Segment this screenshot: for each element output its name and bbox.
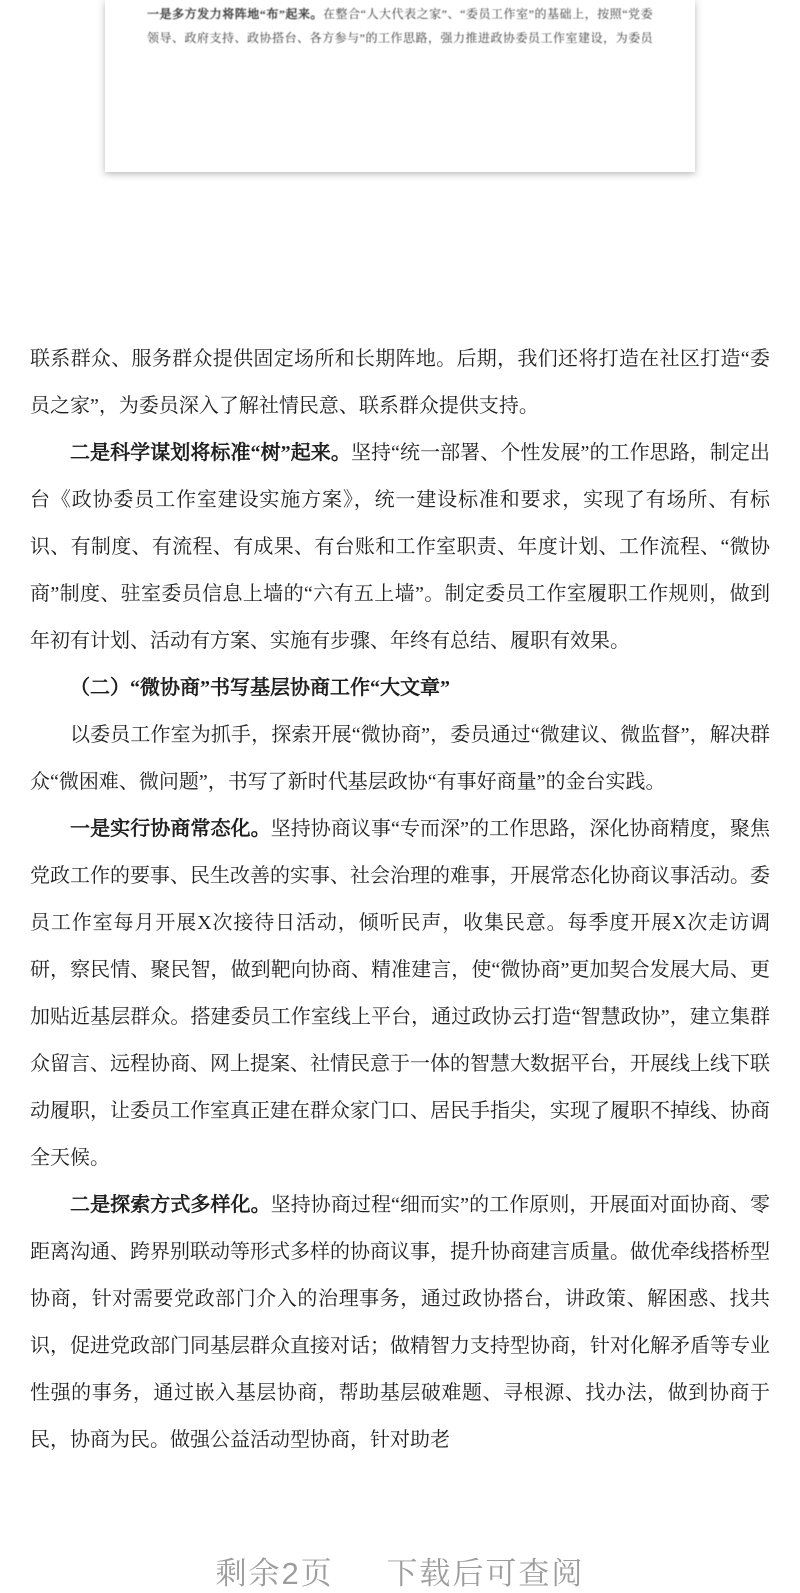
- paragraph-normalized-body: 坚持协商议事“专而深”的工作思路，深化协商精度，聚焦党政工作的要事、民生改善的实事、社会治理的难事，开展常态化协商议事活动。委员工作室每月开展X次接待日活动，倾听民声，收集民意。每季度开展X次走访调研，察民情、聚民智，做到靶向协商、精准建言，使“微协商”更加契合发展大局、更加贴近基层群众。搭建委员工作室线上平台，通过政协云打造“智慧政协”，建立集群众留言、远程协商、网上提案、社情民意于一体的智慧大数据平台，开展线上线下联动履职，让委员工作室真正建在群众家门口、居民手指尖，实现了履职不掉线、协商全天候。: [30, 818, 770, 1169]
- paragraph-standards: [30, 430, 770, 665]
- download-hint-text: 下载后可查阅: [386, 1556, 585, 1591]
- paragraph-intro-micro-consultation: 以委员工作室为抓手，探索开展“微协商”，委员通过“微建议、微监督”，解决群众“微困难、微问题”，书写了新时代基层政协“有事好商量”的金台实践。: [30, 724, 770, 793]
- pages-remaining-notice: [0, 1548, 800, 1593]
- page1-text-line: 领导、政府支持、政协搭台、各方参与”的工作思路，强力推进政协委员工作室建设，为委员: [147, 31, 653, 45]
- paragraph-normalized-consultation: [30, 806, 770, 1182]
- paragraph-normalized-lead: 一是实行协商常态化。: [70, 818, 271, 840]
- paragraph-diversified-methods: [30, 1182, 770, 1464]
- page-2-content: [0, 336, 800, 1464]
- section-heading-two: （二）“微协商”书写基层协商工作“大文章”: [70, 677, 450, 699]
- paragraph-standards-lead: 二是科学谋划将标准“树”起来。: [70, 442, 351, 464]
- page1-line1-rest: 在整合“人大代表之家”、“委员工作室”的基础上，按照“党委: [323, 7, 653, 21]
- paragraph-continued: 联系群众、服务群众提供固定场所和长期阵地。后期，我们还将打造在社区打造“委员之家”，为委员深入了解社情民意、联系群众提供支持。: [30, 348, 770, 417]
- page1-line1-bold-lead: 一是多方发力将阵地“布”起来。: [147, 7, 324, 21]
- page1-text-line: [147, 2, 653, 26]
- paragraph-diversified-lead: 二是探索方式多样化。: [70, 1194, 271, 1216]
- paragraph-standards-body: 坚持“统一部署、个性发展”的工作思路，制定出台《政协委员工作室建设实施方案》，统一建设标准和要求，实现了有场所、有标识、有制度、有流程、有成果、有台账和工作室职责、年度计划、工作流程、“微协商”制度、驻室委员信息上墙的“六有五上墙”。制定委员工作室履职工作规则，做到年初有计划、活动有方案、实施有步骤、年终有总结、履职有效果。: [30, 442, 770, 652]
- pages-remaining-text: 剩余2页: [215, 1556, 334, 1591]
- paragraph-diversified-body: 坚持协商过程“细而实”的工作原则，开展面对面协商、零距离沟通、跨界别联动等形式多样的协商议事，提升协商建言质量。做优牵线搭桥型协商，针对需要党政部门介入的治理事务，通过政协搭台，讲政策、解困惑、找共识，促进党政部门同基层群众直接对话；做精智力支持型协商，针对化解矛盾等专业性强的事务，通过嵌入基层协商，帮助基层破难题、寻根源、找办法，做到协商于民，协商为民。做强公益活动型协商，针对助老: [30, 1194, 770, 1451]
- page-1-partial: [105, 0, 695, 172]
